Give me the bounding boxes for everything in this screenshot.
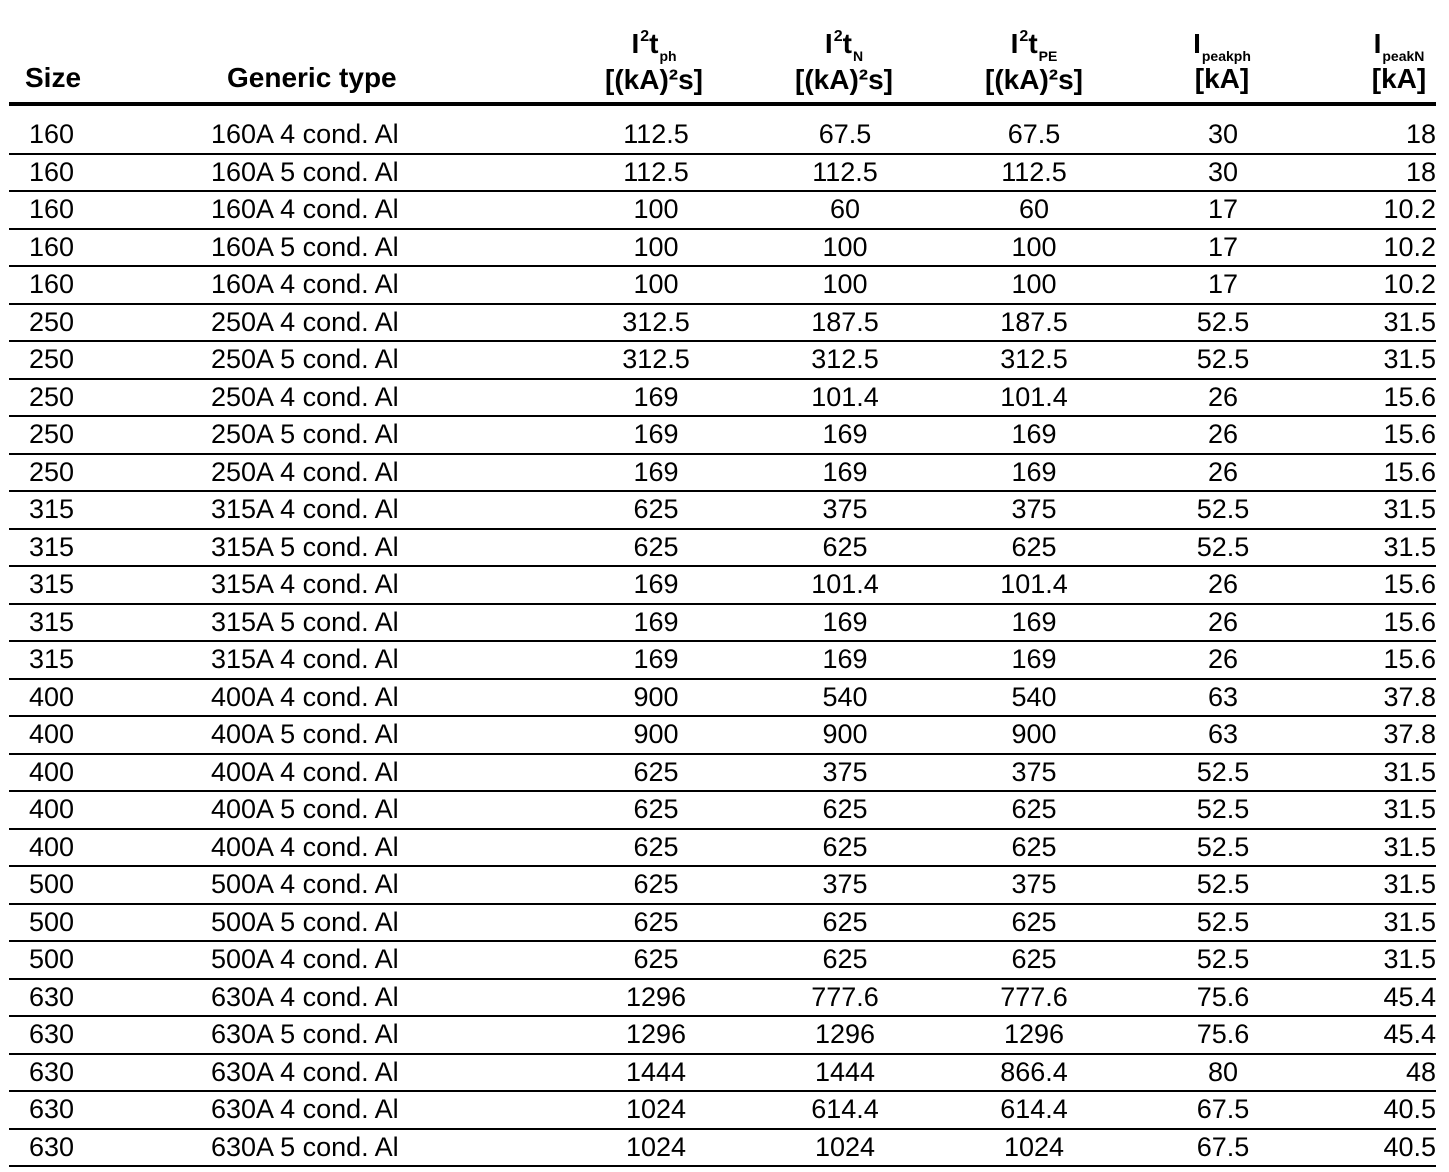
cell-ipeak-n: 15.6: [1383, 644, 1436, 674]
cell-i2t-n: 375: [822, 869, 868, 899]
cell-i2t-ph: 625: [633, 794, 679, 824]
cell-i2t-ph: 169: [633, 381, 679, 412]
cell-generic-type: 630A 4 cond. Al: [211, 981, 399, 1012]
cell-generic-type: 400A 5 cond. Al: [211, 719, 399, 749]
table-row: [9, 155, 1436, 193]
cell-ipeak-ph: 26: [1207, 419, 1239, 449]
cell-ipeak-ph: 52.5: [1196, 531, 1250, 562]
cell-ipeak-ph: 63: [1207, 681, 1239, 712]
cell-ipeak-ph: 26: [1207, 569, 1239, 599]
cell-ipeak-n: 31.5: [1383, 831, 1436, 862]
cell-i2t-ph: 312.5: [622, 344, 690, 374]
cell-i2t-pe: 101.4: [1000, 569, 1068, 599]
cell-i2t-n: 112.5: [812, 156, 878, 187]
cell-i2t-pe: 101.4: [1000, 381, 1068, 412]
cell-size: 315: [29, 644, 75, 674]
cell-generic-type: 630A 4 cond. Al: [211, 1094, 399, 1124]
cell-i2t-ph: 625: [633, 944, 679, 974]
cell-i2t-ph: 625: [633, 831, 679, 862]
cell-i2t-pe: 900: [1011, 719, 1057, 749]
cell-size: 250: [29, 419, 75, 449]
cell-size: 160: [29, 156, 75, 187]
table-row: [9, 230, 1436, 268]
cell-ipeak-n: 37.8: [1383, 719, 1436, 749]
cell-size: 400: [29, 719, 75, 749]
cell-generic-type: 315A 4 cond. Al: [211, 644, 399, 674]
cell-ipeak-n: 45.4: [1383, 981, 1436, 1012]
cell-ipeak-ph: 52.5: [1196, 756, 1250, 787]
cell-i2t-ph: 169: [633, 569, 679, 599]
cell-i2t-n: 375: [822, 756, 868, 787]
cell-i2t-n: 375: [822, 494, 868, 524]
header-i2t-pe-unit: [(kA)²s]: [985, 64, 1083, 95]
data-table: [9, 22, 1436, 1167]
cell-generic-type: 250A 5 cond. Al: [211, 344, 399, 374]
cell-i2t-ph: 312.5: [622, 306, 690, 337]
cell-i2t-pe: 112.5: [1001, 156, 1067, 187]
header-i2t-n: [779, 28, 909, 95]
cell-i2t-pe: 375: [1011, 494, 1057, 524]
cell-i2t-ph: 100: [633, 231, 679, 262]
cell-ipeak-n: 31.5: [1383, 344, 1436, 374]
cell-size: 250: [29, 306, 75, 337]
cell-i2t-n: 625: [822, 944, 868, 974]
cell-size: 250: [29, 456, 75, 487]
cell-ipeak-ph: 75.6: [1196, 1019, 1250, 1049]
cell-i2t-pe: 187.5: [1000, 306, 1068, 337]
cell-size: 160: [29, 119, 75, 149]
cell-ipeak-ph: 17: [1207, 194, 1239, 224]
cell-i2t-n: 312.5: [811, 344, 879, 374]
table-row: [9, 905, 1436, 943]
cell-i2t-ph: 169: [633, 606, 679, 637]
header-ipeak-n: [1349, 28, 1449, 94]
cell-ipeak-ph: 52.5: [1196, 794, 1250, 824]
cell-i2t-pe: 614.4: [1000, 1094, 1068, 1124]
cell-i2t-pe: 375: [1011, 756, 1057, 787]
cell-ipeak-n: 18: [1405, 119, 1436, 149]
cell-i2t-n: 1296: [814, 1019, 876, 1049]
cell-generic-type: 315A 5 cond. Al: [211, 531, 399, 562]
cell-ipeak-n: 10.2: [1383, 231, 1436, 262]
cell-i2t-pe: 777.6: [1000, 981, 1068, 1012]
table-row: [9, 530, 1436, 568]
table-row: [9, 1055, 1436, 1093]
cell-ipeak-n: 15.6: [1383, 419, 1436, 449]
cell-generic-type: 250A 4 cond. Al: [211, 456, 399, 487]
cell-ipeak-ph: 52.5: [1196, 831, 1250, 862]
table-row: [9, 680, 1436, 718]
cell-i2t-n: 169: [822, 456, 868, 487]
cell-generic-type: 315A 5 cond. Al: [211, 606, 399, 637]
table-row: [9, 717, 1436, 755]
cell-generic-type: 160A 5 cond. Al: [211, 156, 399, 187]
cell-generic-type: 250A 4 cond. Al: [211, 306, 399, 337]
header-ipeak-n-symbol: $I_{peakN}$: [1373, 28, 1425, 64]
table-row: [9, 1017, 1436, 1055]
cell-size: 630: [29, 1019, 75, 1049]
cell-i2t-pe: 169: [1011, 606, 1057, 637]
cell-i2t-pe: 312.5: [1000, 344, 1068, 374]
cell-generic-type: 160A 4 cond. Al: [211, 194, 399, 224]
cell-ipeak-n: 31.5: [1383, 531, 1436, 562]
cell-size: 630: [29, 981, 75, 1012]
cell-size: 315: [29, 494, 75, 524]
cell-i2t-n: 625: [822, 906, 868, 937]
cell-ipeak-n: 15.6: [1383, 606, 1436, 637]
cell-i2t-ph: 625: [633, 906, 679, 937]
cell-i2t-n: 169: [822, 606, 868, 637]
cell-ipeak-ph: 26: [1207, 456, 1239, 487]
cell-ipeak-ph: 17: [1207, 269, 1239, 299]
cell-i2t-pe: 169: [1011, 419, 1057, 449]
cell-generic-type: 160A 4 cond. Al: [211, 269, 399, 299]
cell-ipeak-n: 18: [1405, 156, 1436, 187]
cell-i2t-ph: 625: [633, 531, 679, 562]
header-i2t-pe-symbol: $I^2t_{PE}$: [1010, 28, 1058, 64]
cell-i2t-ph: 169: [633, 456, 679, 487]
cell-size: 160: [29, 231, 75, 262]
cell-i2t-ph: 900: [633, 719, 679, 749]
cell-size: 500: [29, 944, 75, 974]
cell-generic-type: 400A 4 cond. Al: [211, 681, 399, 712]
cell-i2t-ph: 1024: [625, 1094, 687, 1124]
cell-generic-type: 500A 4 cond. Al: [211, 869, 399, 899]
cell-generic-type: 315A 4 cond. Al: [211, 569, 399, 599]
cell-ipeak-n: 15.6: [1383, 569, 1436, 599]
table-row: [9, 980, 1436, 1018]
cell-ipeak-n: 10.2: [1383, 194, 1436, 224]
cell-i2t-ph: 112.5: [623, 156, 689, 187]
cell-ipeak-n: 15.6: [1383, 456, 1436, 487]
cell-generic-type: 500A 5 cond. Al: [211, 906, 399, 937]
cell-ipeak-ph: 26: [1207, 381, 1239, 412]
header-ipeak-ph: [1157, 28, 1287, 94]
cell-size: 315: [29, 606, 75, 637]
cell-i2t-ph: 112.5: [623, 119, 689, 149]
header-ipeak-n-unit: [kA]: [1371, 63, 1427, 94]
cell-i2t-n: 100: [822, 231, 868, 262]
cell-i2t-pe: 1296: [1003, 1019, 1065, 1049]
table-header: [9, 22, 1436, 106]
cell-i2t-pe: 625: [1011, 831, 1057, 862]
cell-i2t-ph: 1024: [625, 1131, 687, 1162]
cell-i2t-n: 100: [822, 269, 868, 299]
table-row: [9, 417, 1436, 455]
cell-i2t-n: 101.4: [811, 381, 879, 412]
cell-i2t-pe: 100: [1011, 269, 1057, 299]
cell-i2t-ph: 100: [633, 269, 679, 299]
cell-ipeak-ph: 30: [1207, 156, 1239, 187]
cell-ipeak-ph: 80: [1207, 1056, 1239, 1087]
cell-i2t-ph: 1296: [625, 981, 687, 1012]
table-row: [9, 867, 1436, 905]
cell-i2t-n: 625: [822, 831, 868, 862]
table-row: [9, 455, 1436, 493]
table-row: [9, 567, 1436, 605]
cell-generic-type: 400A 4 cond. Al: [211, 831, 399, 862]
cell-ipeak-ph: 52.5: [1196, 944, 1250, 974]
cell-i2t-pe: 625: [1011, 531, 1057, 562]
table-row: [9, 342, 1436, 380]
header-i2t-n-unit: [(kA)²s]: [795, 64, 893, 95]
cell-i2t-pe: 625: [1011, 906, 1057, 937]
cell-i2t-n: 625: [822, 794, 868, 824]
cell-size: 400: [29, 794, 75, 824]
cell-ipeak-n: 31.5: [1383, 944, 1436, 974]
cell-ipeak-ph: 75.6: [1196, 981, 1250, 1012]
table-row: [9, 492, 1436, 530]
cell-ipeak-n: 31.5: [1383, 794, 1436, 824]
cell-ipeak-n: 48: [1405, 1056, 1436, 1087]
header-i2t-ph-unit: [(kA)²s]: [605, 64, 703, 95]
cell-size: 500: [29, 869, 75, 899]
cell-ipeak-n: 31.5: [1383, 906, 1436, 937]
cell-ipeak-ph: 52.5: [1196, 306, 1250, 337]
cell-i2t-n: 101.4: [811, 569, 879, 599]
cell-i2t-n: 187.5: [811, 306, 879, 337]
cell-i2t-pe: 540: [1011, 681, 1057, 712]
cell-i2t-ph: 1444: [625, 1056, 687, 1087]
table-row: [9, 117, 1436, 155]
cell-i2t-ph: 169: [633, 644, 679, 674]
cell-size: 400: [29, 756, 75, 787]
cell-i2t-ph: 625: [633, 494, 679, 524]
header-ipeak-ph-unit: [kA]: [1194, 63, 1250, 94]
cell-i2t-n: 900: [822, 719, 868, 749]
table-row: [9, 380, 1436, 418]
cell-i2t-pe: 375: [1011, 869, 1057, 899]
cell-i2t-n: 169: [822, 644, 868, 674]
cell-i2t-n: 625: [822, 531, 868, 562]
cell-i2t-pe: 100: [1011, 231, 1057, 262]
header-i2t-n-symbol: $I^2t_N$: [824, 28, 864, 64]
cell-ipeak-n: 31.5: [1383, 756, 1436, 787]
table-row: [9, 1092, 1436, 1130]
cell-generic-type: 160A 5 cond. Al: [211, 231, 399, 262]
cell-i2t-pe: 625: [1011, 944, 1057, 974]
table-row: [9, 192, 1436, 230]
table-row: [9, 642, 1436, 680]
cell-i2t-ph: 625: [633, 756, 679, 787]
cell-i2t-n: 777.6: [811, 981, 879, 1012]
cell-size: 500: [29, 906, 75, 937]
cell-ipeak-ph: 63: [1207, 719, 1239, 749]
cell-size: 400: [29, 831, 75, 862]
cell-i2t-ph: 625: [633, 869, 679, 899]
cell-size: 315: [29, 531, 75, 562]
cell-ipeak-n: 10.2: [1383, 269, 1436, 299]
cell-size: 160: [29, 194, 75, 224]
cell-ipeak-ph: 52.5: [1196, 494, 1250, 524]
cell-ipeak-n: 15.6: [1383, 381, 1436, 412]
cell-i2t-n: 1024: [814, 1131, 876, 1162]
cell-ipeak-ph: 67.5: [1196, 1094, 1250, 1124]
cell-ipeak-ph: 52.5: [1196, 869, 1250, 899]
cell-i2t-pe: 67.5: [1007, 119, 1061, 149]
cell-i2t-ph: 100: [633, 194, 679, 224]
header-ipeak-ph-symbol: $I_{peakph}$: [1193, 28, 1251, 64]
cell-i2t-ph: 1296: [625, 1019, 687, 1049]
cell-i2t-n: 540: [822, 681, 868, 712]
cell-size: 630: [29, 1056, 75, 1087]
cell-i2t-pe: 866.4: [1000, 1056, 1068, 1087]
cell-generic-type: 160A 4 cond. Al: [211, 119, 399, 149]
cell-i2t-pe: 625: [1011, 794, 1057, 824]
cell-ipeak-n: 31.5: [1383, 494, 1436, 524]
cell-ipeak-ph: 52.5: [1196, 906, 1250, 937]
cell-ipeak-n: 37.8: [1383, 681, 1436, 712]
cell-generic-type: 400A 4 cond. Al: [211, 756, 399, 787]
cell-i2t-ph: 169: [633, 419, 679, 449]
cell-generic-type: 250A 4 cond. Al: [211, 381, 399, 412]
cell-i2t-n: 60: [829, 194, 861, 224]
table-row: [9, 267, 1436, 305]
cell-i2t-pe: 169: [1011, 644, 1057, 674]
cell-size: 630: [29, 1131, 75, 1162]
cell-size: 400: [29, 681, 75, 712]
cell-ipeak-ph: 67.5: [1196, 1131, 1250, 1162]
cell-i2t-n: 67.5: [818, 119, 872, 149]
cell-generic-type: 500A 4 cond. Al: [211, 944, 399, 974]
cell-size: 250: [29, 381, 75, 412]
header-i2t-pe: [969, 28, 1099, 95]
table-row: [9, 305, 1436, 343]
cell-size: 250: [29, 344, 75, 374]
cell-ipeak-n: 31.5: [1383, 306, 1436, 337]
cell-ipeak-ph: 52.5: [1196, 344, 1250, 374]
cell-i2t-n: 169: [822, 419, 868, 449]
cell-ipeak-n: 40.5: [1383, 1131, 1436, 1162]
cell-generic-type: 630A 5 cond. Al: [211, 1019, 399, 1049]
cell-i2t-n: 614.4: [811, 1094, 879, 1124]
cell-ipeak-ph: 26: [1207, 606, 1239, 637]
header-generic-type: Generic type: [227, 62, 397, 93]
cell-size: 630: [29, 1094, 75, 1124]
table-row: [9, 830, 1436, 868]
cell-ipeak-n: 31.5: [1383, 869, 1436, 899]
table-row: [9, 755, 1436, 793]
header-i2t-ph: [589, 28, 719, 95]
header-size: Size: [25, 62, 82, 93]
table-row: [9, 942, 1436, 980]
table-row: [9, 1130, 1436, 1168]
cell-generic-type: 400A 5 cond. Al: [211, 794, 399, 824]
header-i2t-ph-symbol: $I^2t_{ph}$: [631, 28, 677, 64]
cell-generic-type: 630A 4 cond. Al: [211, 1056, 399, 1087]
cell-i2t-pe: 1024: [1003, 1131, 1065, 1162]
cell-ipeak-n: 45.4: [1383, 1019, 1436, 1049]
cell-generic-type: 250A 5 cond. Al: [211, 419, 399, 449]
table-body: [9, 117, 1436, 1167]
cell-i2t-n: 1444: [814, 1056, 876, 1087]
cell-ipeak-n: 40.5: [1383, 1094, 1436, 1124]
cell-size: 160: [29, 269, 75, 299]
cell-i2t-pe: 60: [1018, 194, 1050, 224]
cell-i2t-pe: 169: [1011, 456, 1057, 487]
cell-generic-type: 630A 5 cond. Al: [211, 1131, 399, 1162]
table-row: [9, 792, 1436, 830]
cell-generic-type: 315A 4 cond. Al: [211, 494, 399, 524]
cell-i2t-ph: 900: [633, 681, 679, 712]
cell-ipeak-ph: 30: [1207, 119, 1239, 149]
table-row: [9, 605, 1436, 643]
cell-ipeak-ph: 17: [1207, 231, 1239, 262]
cell-ipeak-ph: 26: [1207, 644, 1239, 674]
cell-size: 315: [29, 569, 75, 599]
